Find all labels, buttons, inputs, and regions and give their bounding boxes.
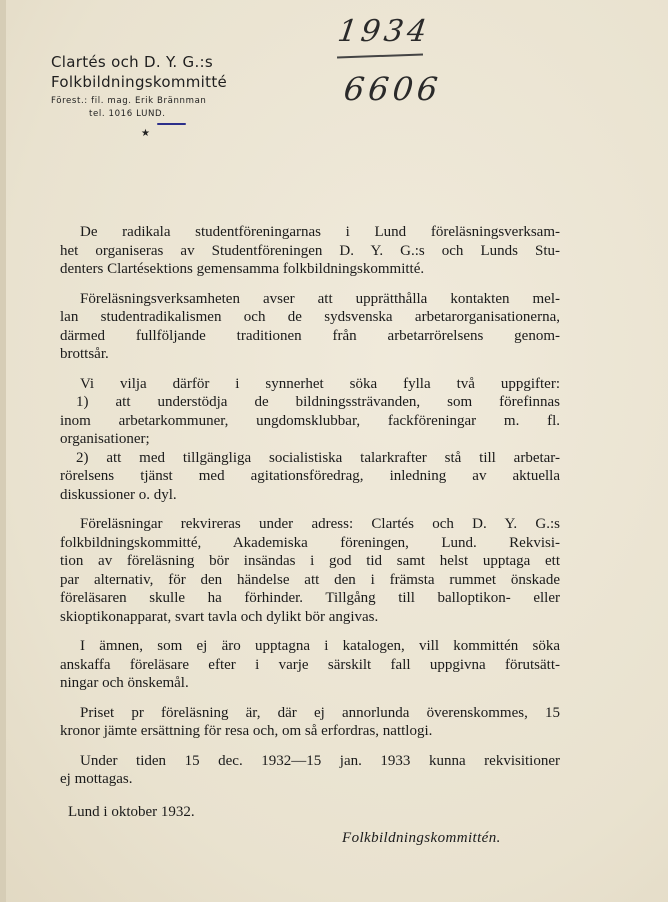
- text-line: diskussioner o. dyl.: [60, 486, 177, 503]
- paragraph: [60, 375, 560, 505]
- letter-body: [60, 223, 560, 821]
- text-line: anskaffa föreläsare efter i varje särskilt fall uppgivna förutsätt-: [60, 656, 560, 673]
- text-line: ningar och önskemål.: [60, 675, 189, 691]
- text-line: skioptikonapparat, svart tavla och dylikt bör angivas.: [60, 608, 379, 625]
- chairman-line: Förest.: fil. mag. Erik Brännman: [51, 96, 207, 106]
- star-ornament: ★: [141, 128, 150, 139]
- committee-name-line2: Folkbildningskommitté: [51, 73, 228, 91]
- text-line: organisationer;: [60, 431, 150, 447]
- handwritten-divider: [337, 53, 423, 58]
- page-edge-shadow: [0, 0, 6, 902]
- text-line: rörelsens tjänst med agitationsföredrag, inledning av aktuella: [60, 468, 560, 484]
- phone-line: tel. 1016 LUND.: [89, 109, 166, 119]
- paragraph: [68, 803, 560, 822]
- handwritten-number: 6606: [342, 70, 444, 108]
- text-line: Under tiden 15 dec. 1932—15 jan. 1933 kunna rekvisitioner: [80, 752, 560, 769]
- ink-underline: [157, 123, 186, 125]
- text-line: Föreläsningar rekvireras under adress: Clartés och D. Y. G.:s: [80, 516, 560, 532]
- paragraph: [60, 515, 560, 626]
- text-line: Priset pr föreläsning är, där ej annorlunda överenskommes, 15: [80, 704, 560, 721]
- signature: Folkbildningskommittén.: [342, 830, 501, 846]
- text-line: lan studentradikalismen och de sydsvenska arbetarorganisationerna,: [60, 309, 560, 325]
- text-line: tion av föreläsning bör insändas i god tid samt helst upptaga ett: [60, 553, 560, 569]
- text-line: par alternativ, för den händelse att den i främsta rummet önskade: [60, 571, 560, 588]
- paragraph: [60, 637, 560, 693]
- text-line: folkbildningskommitté, Akademiska föreningen, Lund. Rekvisi-: [60, 534, 560, 551]
- text-line: brottsår.: [60, 346, 109, 362]
- text-line: De radikala studentföreningarnas i Lund föreläsningsverksam-: [80, 224, 560, 240]
- text-line: därmed fullföljande traditionen från arbetarrörelsens genom-: [60, 327, 560, 344]
- text-line: Vi vilja därför i synnerhet söka fylla två uppgifter:: [80, 375, 560, 392]
- text-line: föreläsaren skulle ha förhinder. Tillgång till balloptikon- eller: [60, 590, 560, 606]
- text-line: Lund i oktober 1932.: [68, 803, 195, 820]
- text-line: I ämnen, som ej äro upptagna i katalogen, vill kommittén söka: [80, 638, 560, 654]
- paragraph: [60, 290, 560, 364]
- paragraph: [60, 704, 560, 741]
- text-line: denters Clartésektions gemensamma folkbildningskommitté.: [60, 261, 425, 277]
- handwritten-year: 1934: [335, 14, 433, 49]
- paragraph: [60, 223, 560, 279]
- text-line: ej mottagas.: [60, 771, 133, 787]
- text-line: kronor jämte ersättning för resa och, om så erfordras, nattlogi.: [60, 723, 433, 739]
- committee-name-line1: Clartés och D. Y. G.:s: [51, 53, 213, 71]
- text-line: het organiseras av Studentföreningen D. Y. G.:s och Lunds Stu-: [60, 242, 560, 259]
- paragraph: [60, 752, 560, 789]
- text-line: 2) att med tillgängliga socialistiska talarkrafter stå till arbetar-: [76, 449, 560, 466]
- text-line: Föreläsningsverksamheten avser att upprätthålla kontakten mel-: [80, 290, 560, 307]
- text-line: 1) att understödja de bildningssträvanden, som förefinnas: [76, 394, 560, 410]
- text-line: inom arbetarkommuner, ungdomsklubbar, fackföreningar m. fl.: [60, 412, 560, 429]
